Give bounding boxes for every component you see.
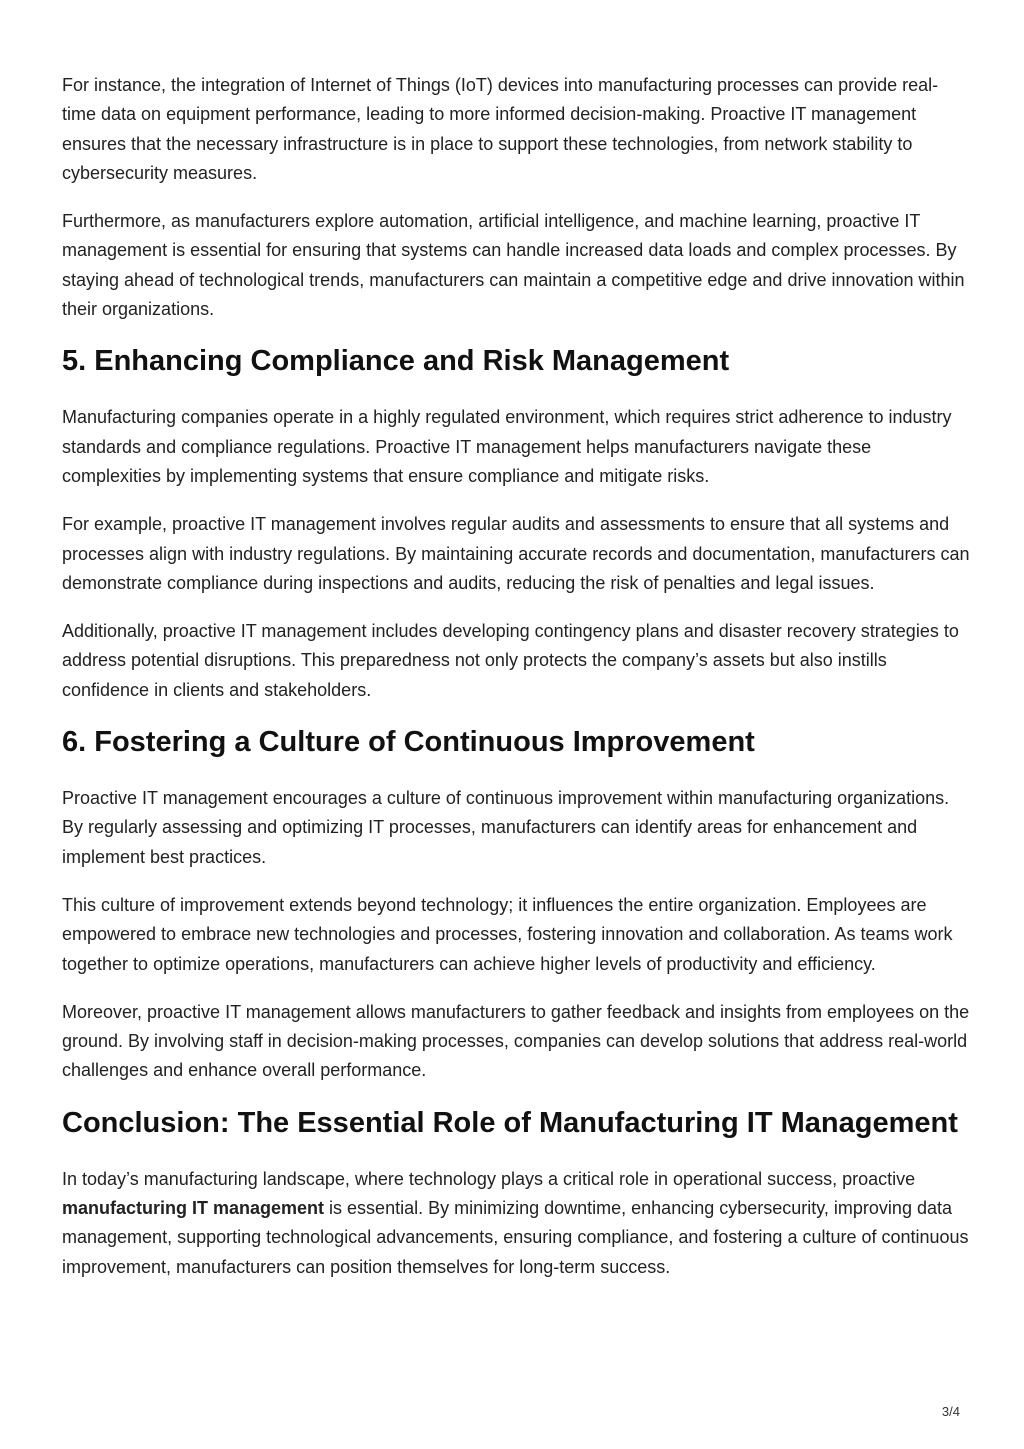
paragraph-compliance-audits: For example, proactive IT management involves regular audits and assessments to ensure that all systems and processes align with industry regulations. By maintaining accurate records and documentation, manufacturers can demonstrate compliance during inspections and audits, reducing the risk of penalties and legal issues.: [62, 514, 970, 593]
section-heading-conclusion: Conclusion: The Essential Role of Manufacturing IT Management: [62, 1106, 958, 1139]
paragraph-iot: For instance, the integration of Internet of Things (IoT) devices into manufacturing processes can provide real-time data on equipment performance, leading to more informed decision-making. Proactive IT management ensures that the necessary infrastructure is in place to support these technologies, from network stability to cybersecurity measures.: [62, 75, 939, 183]
conclusion-bold-keyword: manufacturing IT management: [62, 1198, 325, 1219]
paragraph-automation: Furthermore, as manufacturers explore automation, artificial intelligence, and machine learning, proactive IT management is essential for ensuring that systems can handle increased data loads and complex processes. By staying ahead of technological trends, manufacturers can maintain a competitive edge and drive innovation within their organizations.: [62, 211, 965, 320]
paragraph-compliance-contingency: Additionally, proactive IT management includes developing contingency plans and disaster recovery strategies to address potential disruptions. This preparedness not only protects the company’s assets but also instills confidence in clients and stakeholders.: [62, 621, 959, 700]
conclusion-text-after: is essential. By minimizing downtime, enhancing cybersecurity, improving data management, supporting technological advancements, ensuring compliance, and fostering a culture of continuous improvement, manufacturers can position themselves for long-term success.: [62, 1198, 969, 1277]
article-body: [62, 71, 972, 1301]
paragraph-conclusion: [62, 1165, 972, 1282]
paragraph-compliance-intro: Manufacturing companies operate in a highly regulated environment, which requires strict adherence to industry standards and compliance regulations. Proactive IT management helps manufacturers navigate these complexities by implementing systems that ensure compliance and mitigate risks.: [62, 407, 952, 486]
conclusion-text-before: In today’s manufacturing landscape, where technology plays a critical role in operational success, proactive: [62, 1168, 916, 1189]
section-heading-continuous-improvement: 6. Fostering a Culture of Continuous Improvement: [62, 726, 755, 759]
paragraph-improvement-feedback: Moreover, proactive IT management allows manufacturers to gather feedback and insights from employees on the ground. By involving staff in decision-making processes, companies can develop solutions that address real-world challenges and enhance overall performance.: [62, 1001, 970, 1081]
page-number: 3/4: [941, 1404, 960, 1419]
paragraph-improvement-intro: Proactive IT management encourages a culture of continuous improvement within manufacturing organizations. By regularly assessing and optimizing IT processes, manufacturers can identify areas for enhancement and implement best practices.: [62, 788, 950, 867]
paragraph-improvement-culture: This culture of improvement extends beyond technology; it influences the entire organization. Employees are empowered to embrace new technologies and processes, fostering innovation and collaboration. As teams work together to optimize operations, manufacturers can achieve higher levels of productivity and efficiency.: [62, 894, 953, 974]
section-heading-compliance: 5. Enhancing Compliance and Risk Management: [62, 345, 730, 378]
